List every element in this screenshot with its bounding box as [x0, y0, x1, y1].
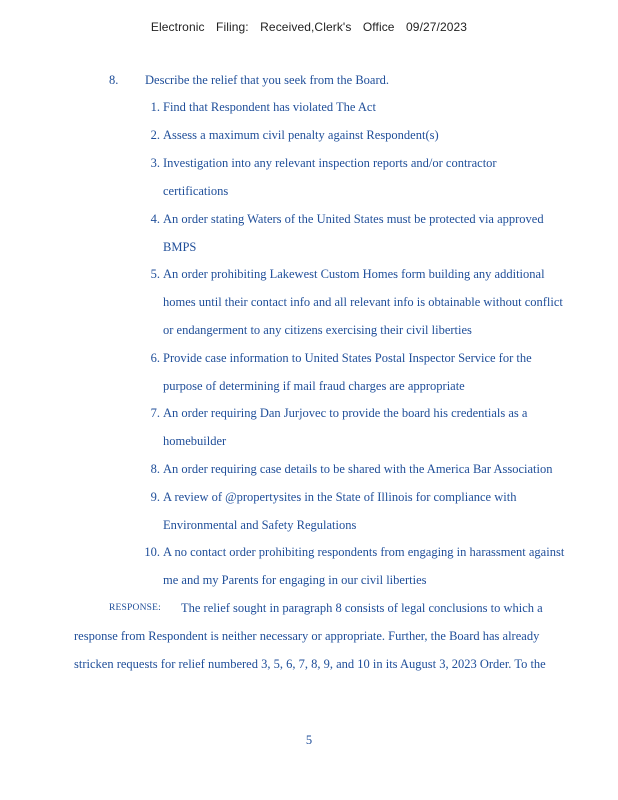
relief-item-number: 5.: [150, 267, 160, 281]
response-text-line: The relief sought in paragraph 8 consists of legal conclusions to which a: [181, 601, 543, 615]
relief-item-text-line: homes until their contact info and all relevant info is obtainable without conflict: [163, 295, 563, 309]
relief-item-text-line: Assess a maximum civil penalty against Respondent(s): [163, 128, 439, 142]
relief-item-text-line: A review of @propertysites in the State of Illinois for compliance with: [163, 490, 517, 504]
relief-item-text-line: purpose of determining if mail fraud charges are appropriate: [163, 379, 465, 393]
relief-item-number: 8.: [150, 462, 160, 476]
relief-item-text-line: homebuilder: [163, 434, 227, 448]
relief-item-number: 1.: [150, 100, 160, 114]
relief-item-text-line: An order requiring Dan Jurjovec to provide the board his credentials as a: [163, 406, 528, 420]
relief-item-number: 9.: [150, 490, 160, 504]
relief-item-text-line: or endangerment to any citizens exercising their civil liberties: [163, 323, 472, 337]
relief-item-number: 10.: [144, 545, 160, 559]
relief-item-text-line: Provide case information to United States Postal Inspector Service for the: [163, 351, 532, 365]
page-number: 5: [305, 733, 313, 747]
relief-item-number: 3.: [150, 156, 160, 170]
relief-item-text-line: Find that Respondent has violated The Act: [163, 100, 376, 114]
relief-item-text-line: An order stating Waters of the United States must be protected via approved: [163, 212, 544, 226]
response-text-line: stricken requests for relief numbered 3, 5, 6, 7, 8, 9, and 10 in its August 3, 2023 Order. To the: [74, 657, 546, 671]
relief-item-text-line: An order requiring case details to be shared with the America Bar Association: [163, 462, 553, 476]
response-label: RESPONSE:: [109, 603, 161, 613]
relief-item-number: 7.: [150, 406, 160, 420]
relief-item-text-line: A no contact order prohibiting respondents from engaging in harassment against: [163, 545, 565, 559]
filing-header: Electronic Filing: Received,Clerk's Office 09/27/2023: [150, 20, 468, 34]
relief-item-number: 6.: [150, 351, 160, 365]
relief-item-text-line: Environmental and Safety Regulations: [163, 518, 357, 532]
relief-item-number: 2.: [150, 128, 160, 142]
relief-item-text-line: BMPS: [163, 240, 197, 254]
question-text: Describe the relief that you seek from the Board.: [145, 73, 390, 87]
relief-item-text-line: Investigation into any relevant inspection reports and/or contractor: [163, 156, 497, 170]
relief-item-number: 4.: [150, 212, 160, 226]
relief-item-text-line: certifications: [163, 184, 229, 198]
response-text-line: response from Respondent is neither necessary or appropriate. Further, the Board has already: [74, 629, 540, 643]
question-number: 8.: [109, 73, 119, 87]
relief-item-text-line: me and my Parents for engaging in our civil liberties: [163, 573, 427, 587]
relief-item-text-line: An order prohibiting Lakewest Custom Homes form building any additional: [163, 267, 545, 281]
